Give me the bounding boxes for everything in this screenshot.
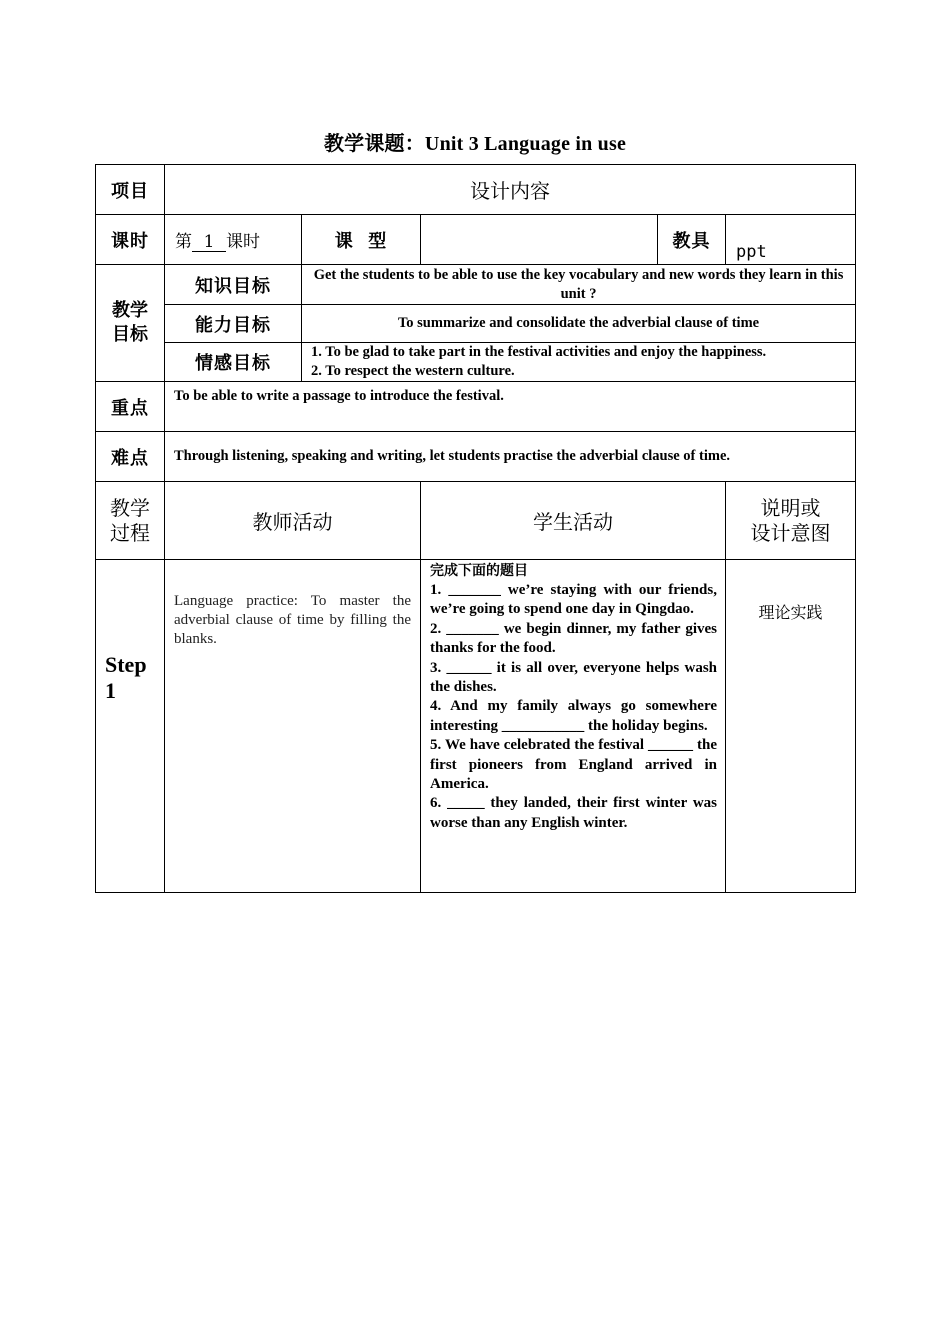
student-activity [421, 560, 726, 893]
student-heading: 完成下面的题目 [430, 563, 528, 579]
exercise-item: 1. _______ we’re staying with our friends, we’re going to spend one day in Qingdao. [430, 582, 717, 618]
exercise-item: 2. _______ we begin dinner, my father gives thanks for the food. [430, 620, 717, 657]
item-label: 项目 [96, 165, 165, 215]
key-point-row [96, 382, 856, 432]
lesson-prefix: 第 [175, 232, 192, 252]
hour-label: 课时 [96, 215, 165, 265]
knowledge-label: 知识目标 [165, 265, 302, 305]
content-label: 设计内容 [165, 165, 856, 215]
knowledge-text: Get the students to be able to use the key vocabulary and new words they learn in this unit ? [302, 265, 856, 305]
emotion-line-2: 2. To respect the western culture. [311, 363, 515, 379]
objectives-label-line1: 教学 [112, 300, 148, 321]
header-row [96, 165, 856, 215]
ability-row [96, 305, 856, 343]
knowledge-row [96, 265, 856, 305]
note-header-line1: 说明或 [760, 495, 821, 520]
objectives-label [96, 265, 165, 382]
exercise-item: 5. We have celebrated the festival ______ the first pioneers from England arrived in America. [430, 737, 717, 793]
emotion-line-1: 1. To be glad to take part in the festival activities and enjoy the happiness. [311, 344, 767, 360]
exercise-item: 6. _____ they landed, their first winter was worse than any English winter. [430, 795, 717, 831]
key-point-label: 重点 [96, 382, 165, 432]
process-label-line1: 教学 [110, 495, 150, 520]
page-title: 教学课题：Unit 3 Language in use [323, 133, 627, 155]
lesson-suffix: 课时 [226, 232, 260, 252]
step-label [96, 560, 165, 893]
teacher-activity: Language practice: To master the adverbial clause of time by filling the blanks. [165, 560, 421, 893]
type-label: 课 型 [302, 215, 421, 265]
note-header [726, 482, 856, 560]
lesson-number-cell [165, 215, 302, 265]
student-activity-header: 学生活动 [421, 482, 726, 560]
step1-row [96, 560, 856, 893]
lesson-plan-table [95, 164, 856, 893]
emotion-row [96, 343, 856, 382]
tools-value: ppt [726, 215, 856, 265]
design-note: 理论实践 [726, 560, 856, 893]
lesson-row [96, 215, 856, 265]
step-label-line2: 1 [105, 678, 116, 703]
exercise-item: 4. And my family always go somewhere interesting ___________ the holiday begins. [430, 698, 717, 734]
ability-text: To summarize and consolidate the adverbial clause of time [302, 305, 856, 343]
difficult-point-label: 难点 [96, 432, 165, 482]
process-header-row [96, 482, 856, 560]
exercise-item: 3. ______ it is all over, everyone helps wash the dishes. [430, 659, 717, 696]
emotion-text [302, 343, 856, 382]
lesson-number: 1 [192, 233, 226, 252]
tools-label: 教具 [658, 215, 726, 265]
process-label [96, 482, 165, 560]
process-label-line2: 过程 [110, 520, 150, 545]
step-label-line1: Step [105, 652, 147, 677]
note-header-line2: 设计意图 [750, 520, 831, 545]
ability-label: 能力目标 [165, 305, 302, 343]
difficult-point-text: Through listening, speaking and writing, let students practise the adverbial clause of time. [165, 432, 856, 482]
difficult-point-row [96, 432, 856, 482]
key-point-text: To be able to write a passage to introduce the festival. [165, 382, 856, 432]
teacher-activity-header: 教师活动 [165, 482, 421, 560]
type-value [421, 215, 658, 265]
objectives-label-line2: 目标 [112, 324, 148, 345]
emotion-label: 情感目标 [165, 343, 302, 382]
